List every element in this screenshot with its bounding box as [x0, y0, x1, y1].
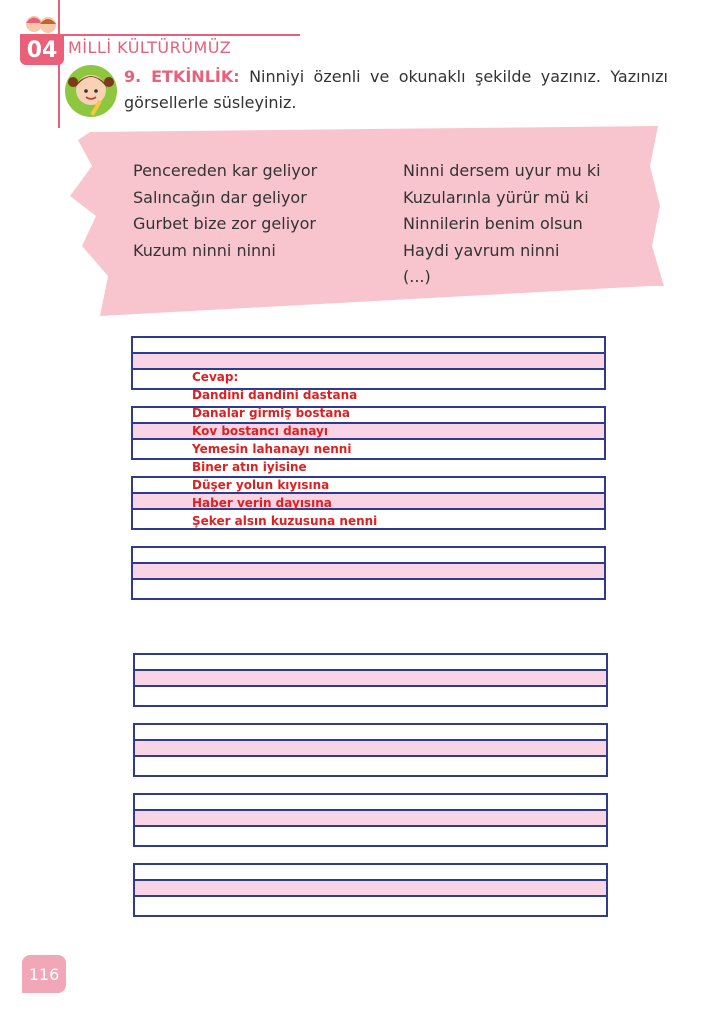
activity-instruction	[124, 64, 668, 116]
unit-title: MİLLİ KÜLTÜRÜMÜZ	[68, 38, 232, 57]
writing-row	[135, 827, 606, 843]
answer-label: Cevap:	[192, 370, 239, 384]
answer-line: Düşer yolun kıyısına	[192, 478, 330, 492]
page-number: 116	[22, 955, 66, 993]
poem-line: Salıncağın dar geliyor	[133, 187, 307, 207]
unit-number-badge: 04	[20, 35, 64, 65]
writing-row	[135, 865, 606, 881]
answer-line: Haber verin dayısına	[192, 496, 332, 510]
writing-lines[interactable]	[133, 863, 608, 917]
answer-block	[192, 368, 377, 530]
answer-line: Dandini dandini dastana	[192, 388, 358, 402]
writing-row	[135, 671, 606, 687]
writing-row	[135, 725, 606, 741]
poem-line: Kuzum ninni ninni	[133, 240, 276, 260]
answer-line: Danalar girmiş bostana	[192, 406, 351, 420]
writing-row	[133, 548, 604, 564]
poem-line: Ninnilerin benim olsun	[403, 214, 583, 233]
writing-row	[135, 757, 606, 773]
poem-line: Gurbet bize zor geliyor	[133, 214, 316, 233]
writing-lines[interactable]	[133, 653, 608, 707]
activity-text: Ninniyi özenli ve okunaklı şekilde yazınız. Yazınızı görsellerle süsleyiniz.	[124, 67, 669, 112]
poem-line: Pencereden kar geliyor	[133, 161, 318, 180]
poem-line: Haydi yavrum ninni	[403, 240, 560, 260]
writing-row	[133, 580, 604, 596]
writing-row	[135, 655, 606, 671]
writing-row	[135, 687, 606, 703]
writing-lines[interactable]	[133, 723, 608, 777]
answer-line: Kov bostancı danayı	[192, 424, 328, 438]
writing-lines[interactable]	[131, 546, 606, 600]
poem-right-column	[403, 158, 601, 291]
writing-row	[135, 795, 606, 811]
writing-row	[135, 741, 606, 757]
poem-line: Ninni dersem uyur mu ki	[403, 161, 601, 180]
poem-left-column	[133, 158, 317, 264]
writing-row	[135, 881, 606, 897]
kids-icon	[24, 12, 58, 36]
poem-line: Kuzularınla yürür mü ki	[403, 187, 589, 207]
activity-number: 9. ETKİNLİK:	[124, 67, 240, 86]
poem-line: (...)	[403, 267, 431, 286]
writing-row	[135, 897, 606, 913]
writing-row	[133, 338, 604, 354]
answer-line: Şeker alsın kuzusuna nenni	[192, 514, 378, 528]
writing-lines[interactable]	[133, 793, 608, 847]
writing-row	[133, 564, 604, 580]
writing-row	[135, 811, 606, 827]
answer-line: Yemesin lahanayı nenni	[192, 442, 352, 456]
answer-line: Biner atın iyisine	[192, 460, 307, 474]
girl-writing-icon	[64, 64, 118, 118]
